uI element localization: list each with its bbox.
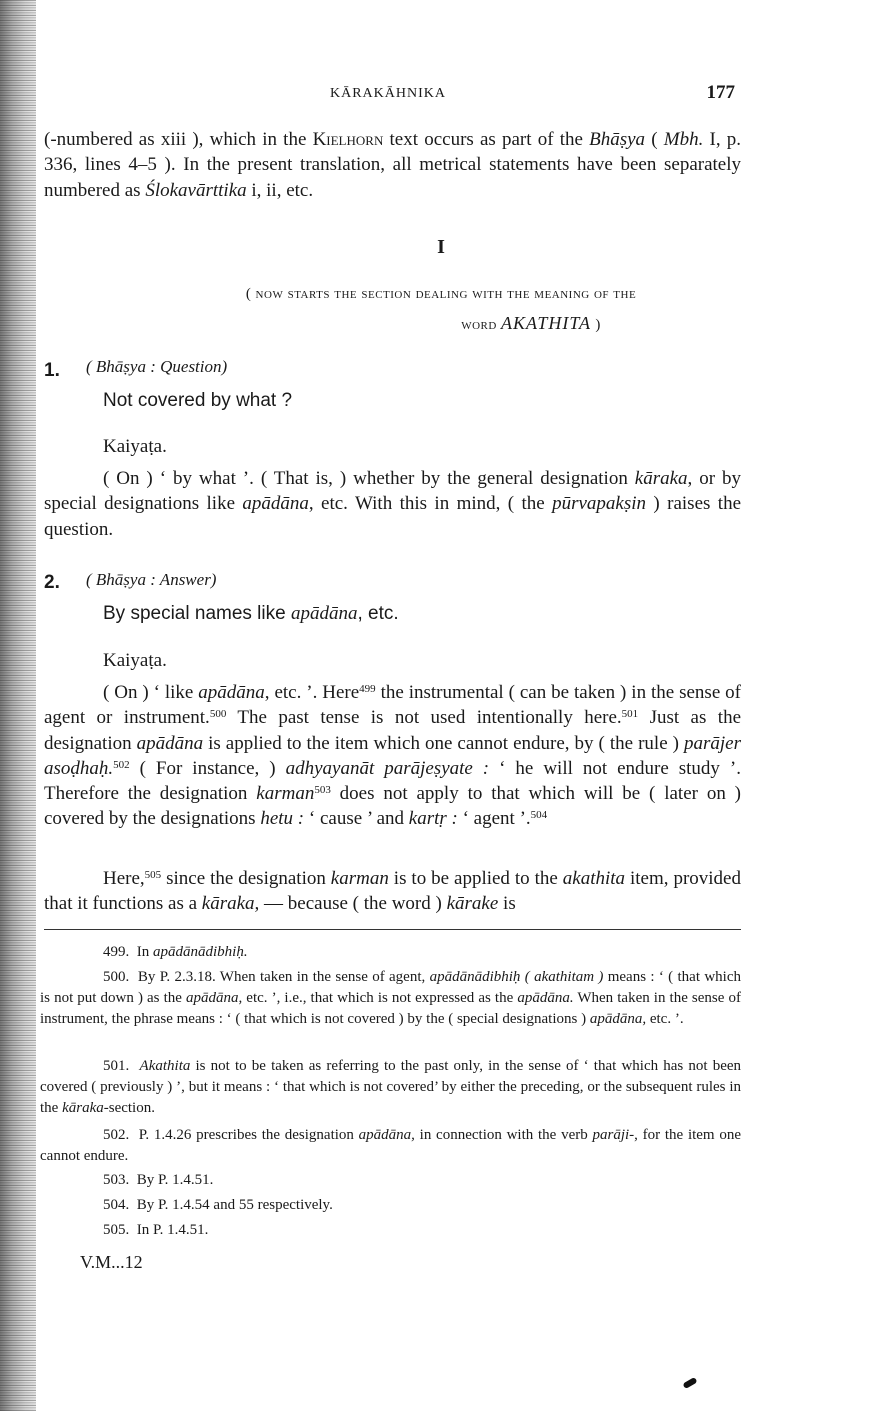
- footnote-502: 502. P. 1.4.26 prescribes the designation apādāna, in connection with the verb parāji-, for the item one cannot endure.: [40, 1127, 742, 1164]
- item-2-kaiyata: Kaiyaṭa.: [103, 650, 167, 671]
- item-2-number: 2.: [44, 572, 60, 593]
- item-1-kaiyata: Kaiyaṭa.: [103, 436, 167, 457]
- running-head: KĀRAKĀHNIKA: [330, 86, 446, 101]
- item-1-text: Not covered by what ?: [103, 390, 293, 411]
- footnote-504: 504. By P. 1.4.54 and 55 respectively.: [103, 1197, 333, 1213]
- item-2-label: ( Bhāṣya : Answer): [86, 570, 217, 589]
- footnote-505: 505. In P. 1.4.51.: [103, 1222, 209, 1238]
- footnote-499: 499. In apādānādibhiḥ.: [103, 944, 248, 960]
- item-2-paragraph-1: ( On ) ‘ like apādāna, etc. ’. Here$^{499}$ the instrumental ( can be taken ) in the sense of agent or instrument.$^{500}$ The past tense is not used intentionally here.$^{501}$ Just as the designation apādāna is applied to the item which one cannot endure, by ( the rule ) parājer asoḍhaḥ.$^{502}$ ( For instance, ) adhyayanāt parājeṣyate : ‘ he will not endure study ’. Therefore the designation karman$^{503}$ does not apply to that which will be ( later on ) covered by the designations hetu : ‘ cause ’ and kartṛ : ‘ agent ’.$^{504}$: [44, 682, 742, 830]
- item-2-paragraph-2: Here,$^{505}$ since the designation karman is to be applied to the akathita item, provided that it functions as a kāraka, — because ( the word ) kārake is: [44, 868, 741, 915]
- page-header: [330, 82, 735, 106]
- footnote-divider: [44, 929, 741, 930]
- page-number: 177: [706, 82, 735, 103]
- item-1-label: ( Bhāṣya : Question): [86, 357, 228, 376]
- footnote-500: 500. By P. 2.3.18. When taken in the sense of agent, apādānādibhiḥ ( akathitam ) means : ‘ ( that which is not put down ) as the apādāna, etc. ’, i.e., that which is not expressed as the apādāna. When taken in the sense of instrument, the phrase means : ‘ ( that which is not covered ) by the ( special designations ) apādāna, etc. ’.: [40, 969, 741, 1027]
- section-heading: ( now starts the section dealing with the meaning of the word AKATHITA ): [245, 286, 637, 333]
- book-binding-edge: [0, 0, 36, 1411]
- signature-mark: V.M...12: [80, 1252, 143, 1272]
- item-1-number: 1.: [44, 360, 60, 381]
- footnote-501: 501. Akathita is not to be taken as referring to the past only, in the sense of ‘ that which has not been covered ( previously ) ’, but it means : ‘ that which is not covered’ by either the preceding, or the subsequent rules in the kāraka-section.: [40, 1058, 742, 1116]
- item-2-text: By special names like apādāna, etc.: [103, 603, 399, 624]
- item-1-paragraph: ( On ) ‘ by what ’. ( That is, ) whether by the general designation kāraka, or by special designations like apādāna, etc. With this in mind, ( the pūrvapakṣin ) raises the question.: [44, 468, 742, 540]
- section-numeral: I: [437, 236, 445, 258]
- ink-mark: [682, 1377, 697, 1389]
- intro-paragraph: (-numbered as xiii ), which in the Kielhorn text occurs as part of the Bhāṣya ( Mbh. I, p. 336, lines 4–5 ). In the present translation, all metrical statements have been separately numbered as Ślokavārttika i, ii, etc.: [44, 129, 742, 201]
- footnote-503: 503. By P. 1.4.51.: [103, 1172, 214, 1188]
